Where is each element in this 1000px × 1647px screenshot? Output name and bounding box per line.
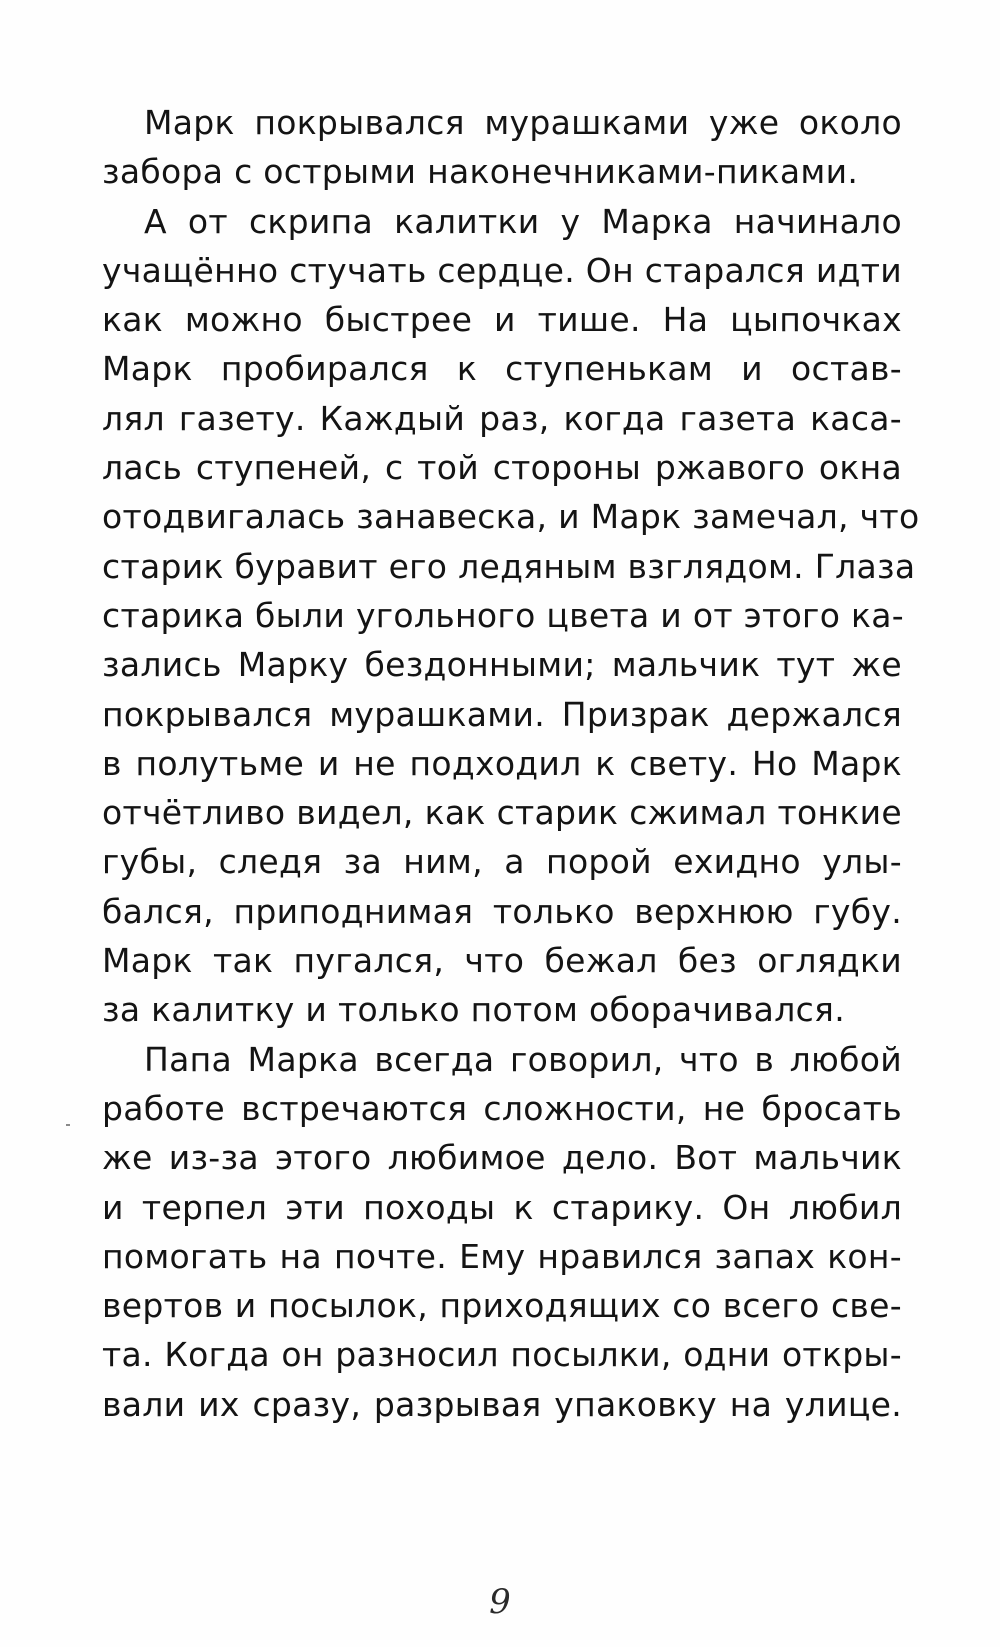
text-line: старика были угольного цвета и от этого ка- bbox=[102, 595, 904, 635]
text-line: помогать на почте. Ему нравился запах кон- bbox=[102, 1236, 902, 1276]
text-line: Марк пробирался к ступенькам и остав- bbox=[102, 349, 902, 389]
text-line: покрывался мурашками. Призрак держался bbox=[102, 694, 902, 734]
text-line: Папа Марка всегда говорил, что в любой bbox=[144, 1039, 902, 1079]
text-line: та. Когда он разносил посылки, одни откры- bbox=[102, 1335, 902, 1375]
text-line: старик буравит его ледяным взглядом. Глаза bbox=[102, 546, 916, 586]
text-line: отчётливо видел, как старик сжимал тонкие bbox=[102, 793, 902, 833]
text-line: Марк так пугался, что бежал без оглядки bbox=[102, 941, 902, 981]
text-line: вали их сразу, разрывая упаковку на улице. bbox=[102, 1384, 902, 1424]
text-line: же из-за этого любимое дело. Вот мальчик bbox=[102, 1138, 902, 1178]
text-line: отодвигалась занавеска, и Марк замечал, что bbox=[102, 497, 920, 537]
text-line: зались Марку бездонными; мальчик тут же bbox=[102, 645, 902, 685]
text-line: работе встречаются сложности, не бросать bbox=[102, 1088, 902, 1128]
text-line: бался, приподнимая только верхнюю губу. bbox=[102, 891, 902, 931]
text-line: как можно быстрее и тише. На цыпочках bbox=[102, 300, 902, 340]
text-line: в полутьме и не подходил к свету. Но Марк bbox=[102, 743, 902, 783]
text-line: и терпел эти походы к старику. Он любил bbox=[102, 1187, 902, 1227]
print-speck bbox=[66, 1124, 70, 1126]
text-line: забора с острыми наконечниками-пиками. bbox=[102, 152, 859, 192]
page-number: 9 bbox=[489, 1582, 511, 1622]
body-text bbox=[102, 98, 920, 1429]
text-line: за калитку и только потом оборачивался. bbox=[102, 990, 845, 1030]
text-line: Марк покрывался мурашками уже около bbox=[144, 103, 902, 142]
text-line: А от скрипа калитки у Марка начинало bbox=[144, 201, 902, 241]
text-line: лась ступеней, с той стороны ржавого окна bbox=[102, 448, 902, 488]
text-line: учащённо стучать сердце. Он старался идти bbox=[102, 250, 902, 290]
text-line: губы, следя за ним, а порой ехидно улы- bbox=[102, 842, 902, 882]
text-line: лял газету. Каждый раз, когда газета каса- bbox=[102, 398, 902, 438]
text-line: вертов и посылок, приходящих со всего све- bbox=[102, 1286, 902, 1326]
